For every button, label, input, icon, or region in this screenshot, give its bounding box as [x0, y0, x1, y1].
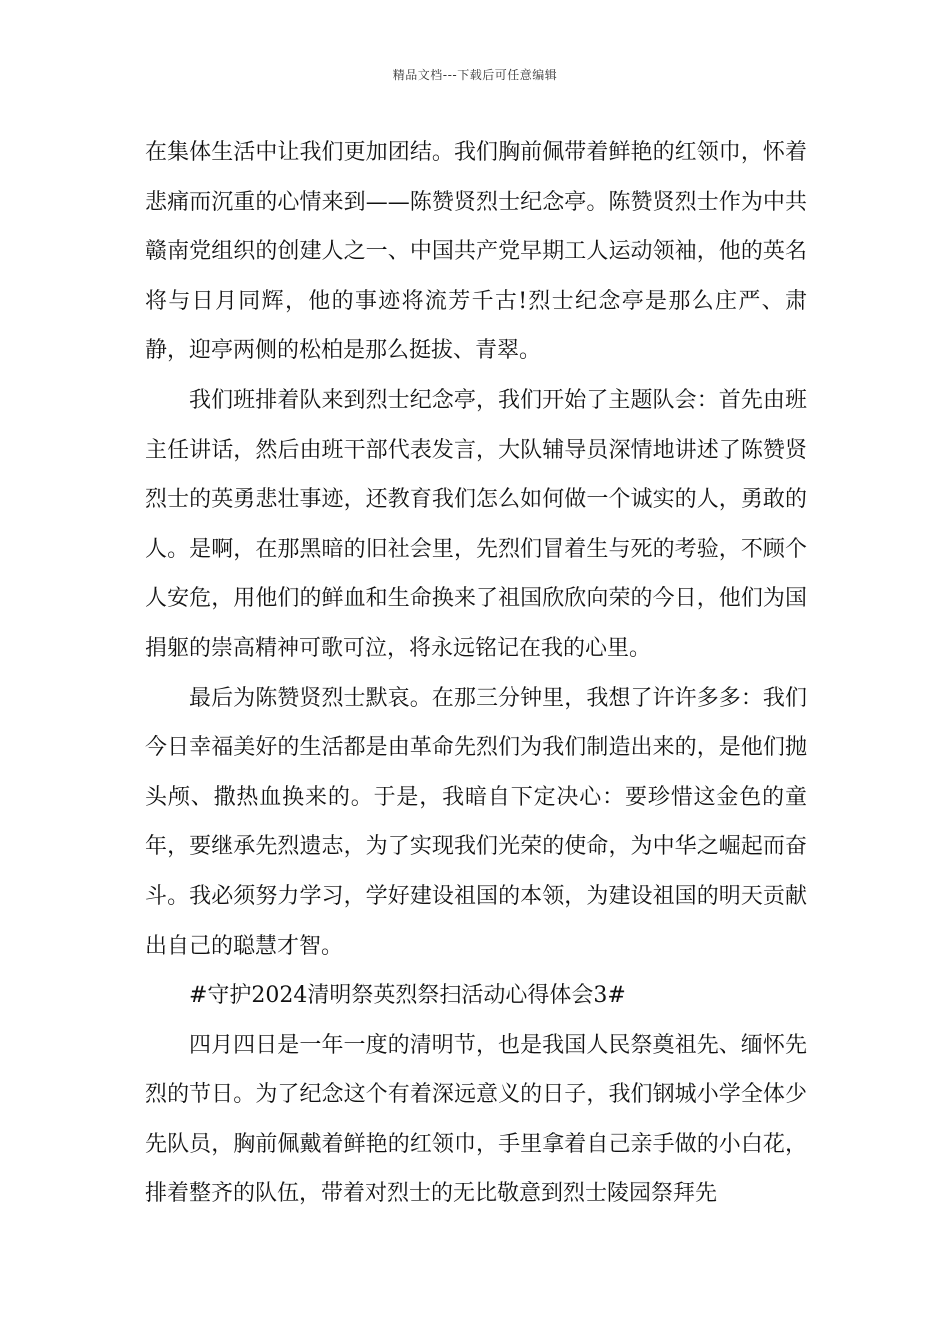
paragraph-4: 四月四日是一年一度的清明节，也是我国人民祭奠祖先、缅怀先烈的节日。为了纪念这个有着深远意义的日子，我们钢城小学全体少先队员，胸前佩戴着鲜艳的红领巾，手里拿着自己亲手做的小白花，排着整齐的队伍，带着对烈士的无比敬意到烈士陵园祭拜先 — [145, 1032, 807, 1207]
section-heading: #守护2024清明祭英烈祭扫活动心得体会3# — [189, 983, 626, 1009]
paragraph-1: 在集体生活中让我们更加团结。我们胸前佩带着鲜艳的红领巾，怀着悲痛而沉重的心情来到——陈赞贤烈士纪念亭。陈赞贤烈士作为中共赣南党组织的创建人之一、中国共产党早期工人运动领袖，他的英名将与日月同辉，他的事迹将流芳千古!烈士纪念亭是那么庄严、肃静，迎亭两侧的松柏是那么挺拔、青翠。 — [145, 140, 807, 364]
document-body — [145, 128, 807, 1219]
page-header: 精品文档---下载后可任意编辑 — [392, 68, 558, 82]
paragraph-2: 我们班排着队来到烈士纪念亭，我们开始了主题队会：首先由班主任讲话，然后由班干部代表发言，大队辅导员深情地讲述了陈赞贤烈士的英勇悲壮事迹，还教育我们怎么如何做一个诚实的人，勇敢的人。是啊，在那黑暗的旧社会里，先烈们冒着生与死的考验，不顾个人安危，用他们的鲜血和生命换来了祖国欣欣向荣的今日，他们为国捐躯的崇高精神可歌可泣，将永远铭记在我的心里。 — [145, 387, 807, 661]
paragraph-3: 最后为陈赞贤烈士默哀。在那三分钟里，我想了许许多多：我们今日幸福美好的生活都是由革命先烈们为我们制造出来的，是他们抛头颅、撒热血换来的。于是，我暗自下定决心：要珍惜这金色的童年，要继承先烈遗志，为了实现我们光荣的使命，为中华之崛起而奋斗。我必须努力学习，学好建设祖国的本领，为建设祖国的明天贡献出自己的聪慧才智。 — [145, 685, 807, 959]
